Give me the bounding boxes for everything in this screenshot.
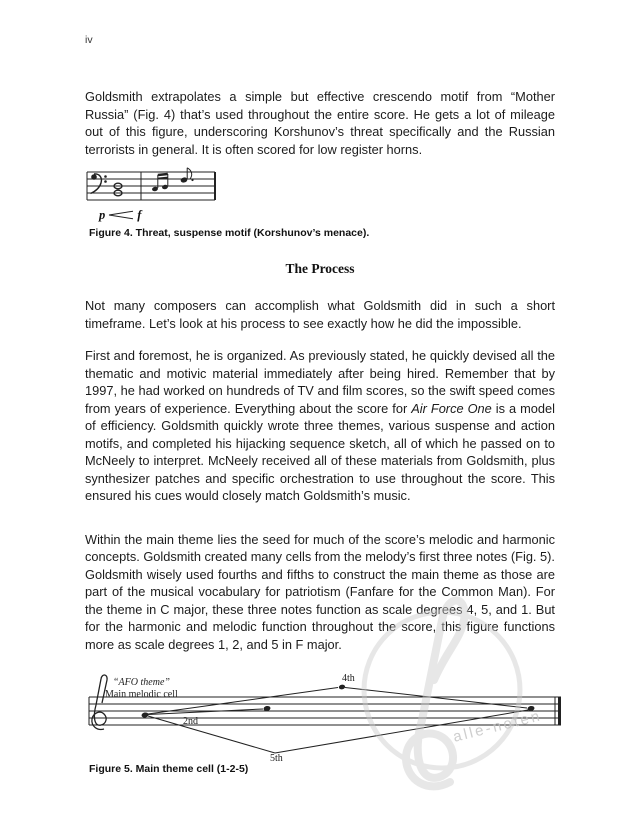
interval-4th-label: 4th — [342, 673, 355, 684]
paragraph-2: Not many composers can accomplish what Goldsmith did in such a short timeframe. Let’s look at his process to see exactly how he did the impossible. — [85, 298, 555, 331]
dynamic-forte: f — [137, 207, 142, 222]
film-title-italic: Air Force One — [411, 400, 492, 416]
afo-theme-label: “AFO theme” — [113, 677, 170, 688]
bass-clef-icon — [91, 174, 107, 194]
figure-4-caption: Figure 4. Threat, suspense motif (Korshunov’s menace). — [89, 227, 370, 239]
figure-5-caption: Figure 5. Main theme cell (1-2-5) — [89, 763, 249, 775]
paragraph-3-text-cont: is a model of efficiency. Goldsmith quickly wrote three themes, various suspense and action motifs, and completed his hijacking sequence sketch, all of which he passed on to McNeely to interpret. McNeely received all of these materials from Goldsmith, plus synthesizer patches and specific orchestration to use throughout the score. This ensured his cues would closely match Goldsmith’s music. — [85, 400, 555, 503]
figure-4 — [85, 167, 555, 239]
paragraph-1: Goldsmith extrapolates a simple but effective crescendo motif from “Mother Russia” (Fig. 4) that’s used throughout the entire score. He gets a lot of mileage out of this figure, underscoring Korshunov’s threat specifically and the Russian terrorists in general. It is often scored for low register horns. — [85, 89, 555, 157]
main-melodic-cell-label: Main melodic cell — [105, 689, 178, 700]
figure-5 — [85, 669, 555, 764]
figure4-notation — [85, 167, 217, 207]
dotted-note — [180, 168, 194, 183]
whole-note-chord — [114, 183, 122, 196]
dynamics-row — [99, 208, 555, 222]
paragraph-3-text: First and foremost, he is organized. As previously stated, he quickly devised all the thematic and motivic material immediately after being hired. Remember that by 1997, he had worked on hundreds of TV and film scores, so the swift speed comes from years of experience. Everything about the score for — [85, 348, 555, 416]
dynamic-piano: p — [99, 207, 106, 222]
watermark-text: alle-noten — [451, 707, 544, 746]
treble-clef-icon — [92, 675, 107, 729]
paragraph-3 — [85, 347, 555, 505]
interval-5th-label: 5th — [270, 753, 283, 764]
beamed-notes — [152, 174, 169, 192]
noteheads — [141, 684, 535, 718]
page-number: iv — [85, 34, 93, 46]
crescendo-hairpin-icon — [108, 210, 134, 220]
section-heading: The Process — [285, 261, 355, 276]
paragraph-4: Within the main theme lies the seed for much of the score’s melodic and harmonic concepts. Goldsmith created many cells from the melody’s first three notes (Fig. 5). Goldsmith wisely used fourths and fifths to construct the main theme as those are part of the musical vocabulary for patriotism (Fanfare for the Common Man). For the theme in C major, these three notes function as scale degrees 4, 5, and 1. But for the harmonic and melodic function throughout the score, this figure functions more as scale degrees 1, 2, and 5 in F major. — [85, 531, 555, 652]
interval-2nd-label: 2nd — [183, 716, 198, 727]
